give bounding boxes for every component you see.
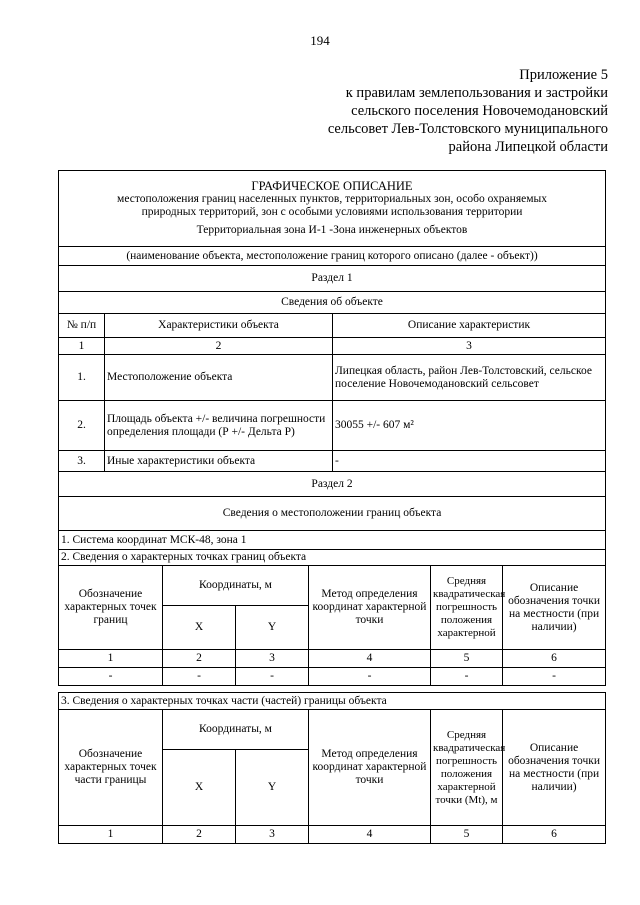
annex-line: района Липецкой области bbox=[448, 139, 608, 155]
column-index: 1 bbox=[59, 826, 163, 844]
empty-value: - bbox=[503, 668, 606, 686]
column-index: 5 bbox=[431, 650, 503, 668]
column-header-number: № п/п bbox=[59, 314, 105, 338]
description-table bbox=[58, 170, 606, 531]
object-note: (наименование объекта, местоположение границ которого описано (далее - объект)) bbox=[59, 247, 606, 266]
annex-line: сельсовет Лев-Толстовского муниципального bbox=[327, 121, 608, 137]
column-index: 2 bbox=[163, 826, 236, 844]
column-header-x: X bbox=[163, 750, 236, 826]
document-title: ГРАФИЧЕСКОЕ ОПИСАНИЕ bbox=[251, 179, 413, 193]
table-row bbox=[59, 451, 606, 472]
row-characteristic: Площадь объекта +/- величина погрешности определения площади (Р +/- Дельта Р) bbox=[105, 401, 333, 451]
document-subtitle: природных территорий, зон с особыми условиями использования территории bbox=[141, 206, 523, 218]
section2-subtitle: Сведения о местоположении границ объекта bbox=[59, 497, 606, 531]
row-characteristic: Иные характеристики объекта bbox=[105, 451, 333, 472]
column-header-characteristics: Характеристики объекта bbox=[105, 314, 333, 338]
row-number: 3. bbox=[59, 451, 105, 472]
column-index: 1 bbox=[59, 338, 105, 355]
row-number: 2. bbox=[59, 401, 105, 451]
column-index: 3 bbox=[333, 338, 606, 355]
document-header-cell bbox=[59, 171, 606, 247]
column-index: 1 bbox=[59, 650, 163, 668]
section1-title: Раздел 1 bbox=[59, 266, 606, 292]
row-number: 1. bbox=[59, 355, 105, 401]
column-header-point-description: Описание обозначения точки на местности (при наличии) bbox=[503, 710, 606, 826]
column-index: 4 bbox=[309, 650, 431, 668]
column-header-method: Метод определения координат характерной точки bbox=[309, 710, 431, 826]
boundary-points-title: 2. Сведения о характерных точках границ объекта bbox=[59, 550, 606, 566]
column-index: 4 bbox=[309, 826, 431, 844]
empty-value: - bbox=[431, 668, 503, 686]
territorial-zone-name: Территориальная зона И-1 -Зона инженерных объектов bbox=[196, 224, 468, 236]
column-header-error: Средняя квадратическая погрешность положения характерной bbox=[431, 566, 503, 650]
boundary-points-table bbox=[58, 530, 606, 686]
annex-line: Приложение 5 bbox=[519, 67, 608, 83]
column-header-part-point: Обозначение характерных точек части границы bbox=[59, 710, 163, 826]
part-boundary-title: 3. Сведения о характерных точках части (частей) границы объекта bbox=[59, 693, 606, 710]
table-row bbox=[59, 401, 606, 451]
document-subtitle: местоположения границ населенных пунктов, территориальных зон, особо охраняемых bbox=[117, 193, 547, 205]
empty-value: - bbox=[309, 668, 431, 686]
annex-heading bbox=[328, 66, 608, 156]
column-header-coordinates: Координаты, м bbox=[163, 710, 309, 750]
column-index: 6 bbox=[503, 650, 606, 668]
empty-value: - bbox=[59, 668, 163, 686]
row-characteristic: Местоположение объекта bbox=[105, 355, 333, 401]
empty-value: - bbox=[236, 668, 309, 686]
annex-line: сельского поселения Новочемодановский bbox=[351, 103, 608, 119]
column-header-point: Обозначение характерных точек границ bbox=[59, 566, 163, 650]
table-row bbox=[59, 355, 606, 401]
column-index: 2 bbox=[163, 650, 236, 668]
column-index: 6 bbox=[503, 826, 606, 844]
column-index: 3 bbox=[236, 650, 309, 668]
row-description: - bbox=[333, 451, 606, 472]
part-boundary-points-table bbox=[58, 692, 606, 844]
annex-line: к правилам землепользования и застройки bbox=[345, 85, 608, 101]
column-header-y: Y bbox=[236, 750, 309, 826]
column-header-point-description: Описание обозначения точки на местности (при наличии) bbox=[503, 566, 606, 650]
coordinate-system: 1. Система координат МСК-48, зона 1 bbox=[59, 531, 606, 550]
table-row bbox=[59, 668, 606, 686]
section1-subtitle: Сведения об объекте bbox=[59, 292, 606, 314]
column-header-y: Y bbox=[236, 606, 309, 650]
column-header-x: X bbox=[163, 606, 236, 650]
row-description: 30055 +/- 607 м² bbox=[333, 401, 606, 451]
empty-value: - bbox=[163, 668, 236, 686]
column-header-description: Описание характеристик bbox=[333, 314, 606, 338]
page-number: 194 bbox=[310, 33, 330, 48]
column-header-method: Метод определения координат характерной точки bbox=[309, 566, 431, 650]
column-index: 2 bbox=[105, 338, 333, 355]
column-header-coordinates: Координаты, м bbox=[163, 566, 309, 606]
row-description: Липецкая область, район Лев-Толстовский, сельское поселение Новочемодановский сельсовет bbox=[333, 355, 606, 401]
column-index: 3 bbox=[236, 826, 309, 844]
column-header-error: Средняя квадратическая погрешность положения характерной точки (Mt), м bbox=[431, 710, 503, 826]
column-index: 5 bbox=[431, 826, 503, 844]
section2-title: Раздел 2 bbox=[59, 472, 606, 497]
